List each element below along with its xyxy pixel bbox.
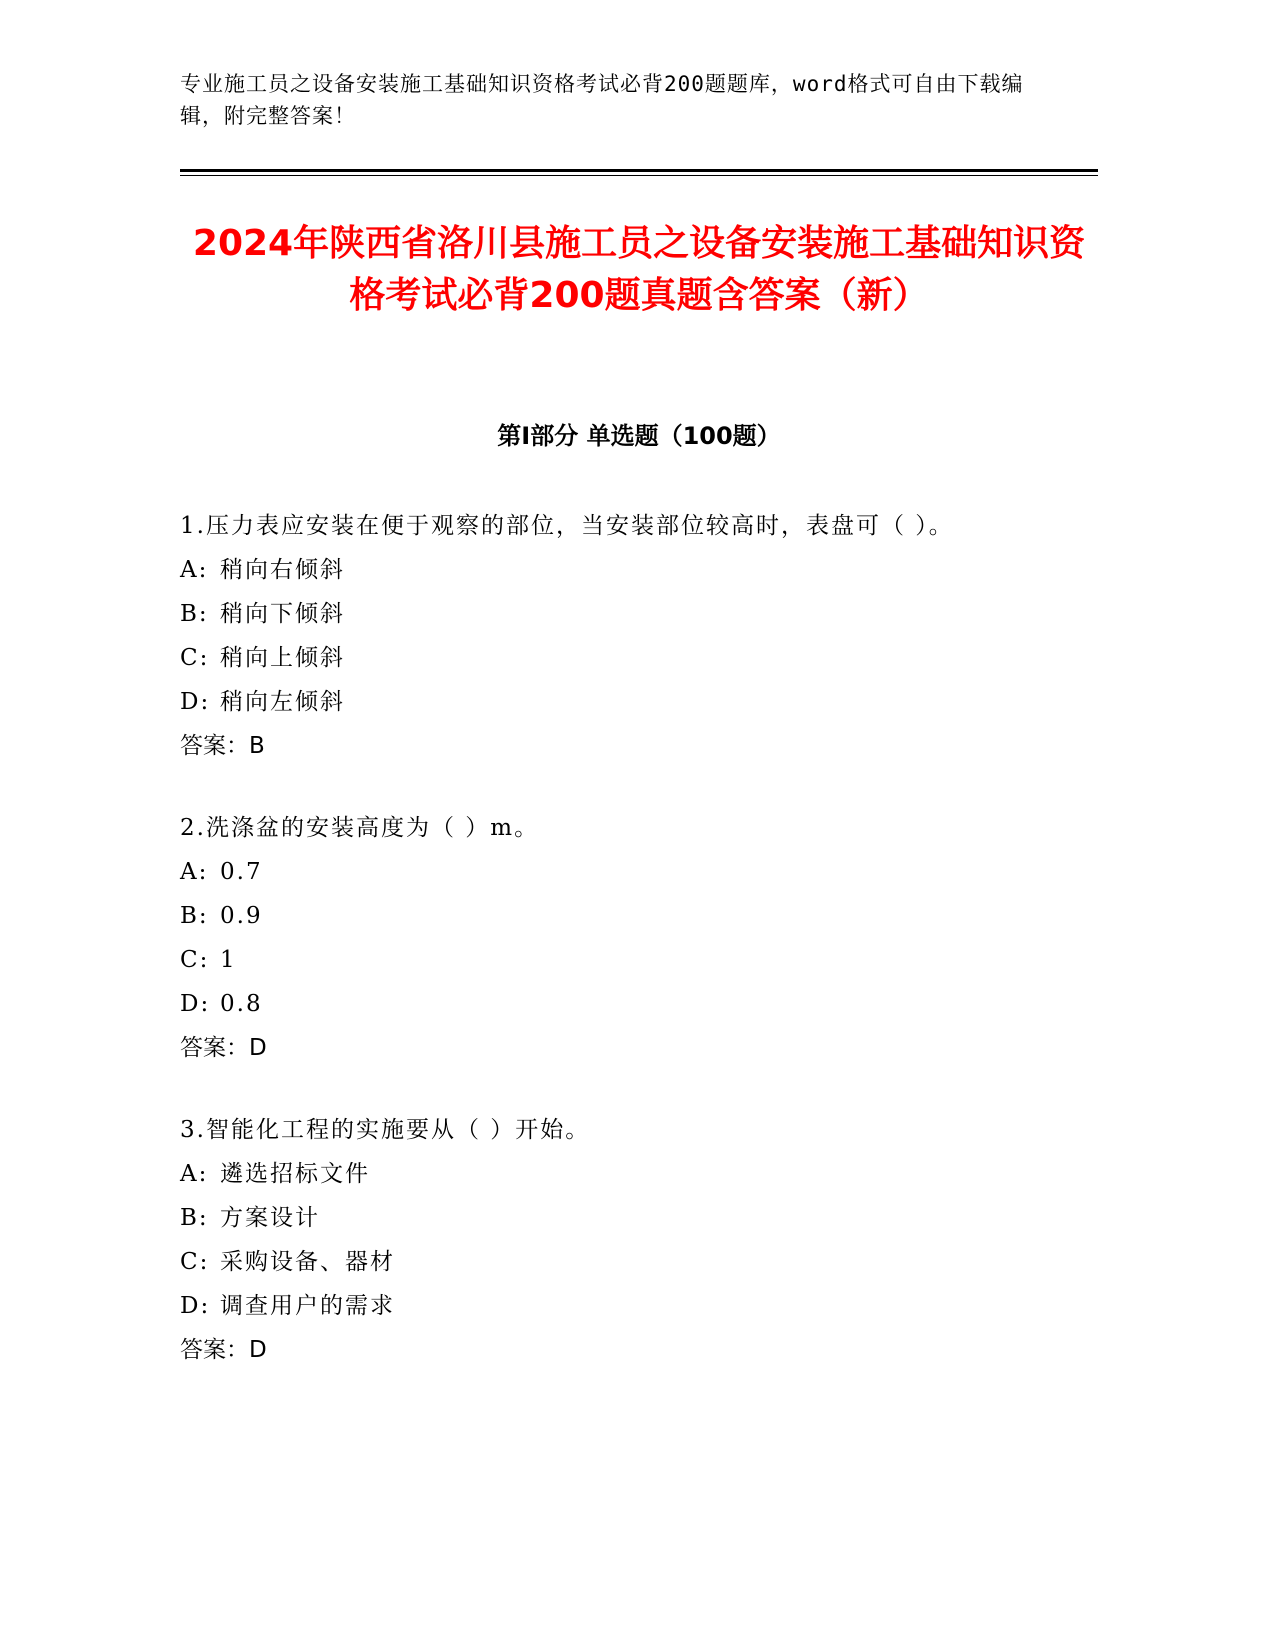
option-key: B: (180, 601, 209, 627)
header-rule-thin (180, 175, 1098, 176)
question-option (180, 938, 1098, 982)
option-key: B: (180, 903, 209, 929)
option-text: 0.8 (220, 991, 263, 1017)
question-item (180, 806, 1098, 1070)
question-item (180, 1108, 1098, 1372)
option-text: 稍向下倾斜 (220, 601, 345, 627)
document-title: 2024年陕西省洛川县施工员之设备安装施工基础知识资格考试必背200题真题含答案（新） (192, 223, 1086, 316)
question-option (180, 982, 1098, 1026)
question-item (180, 504, 1098, 768)
header-rule-thick (180, 169, 1098, 172)
option-key: A: (180, 557, 209, 583)
question-answer: 答案：B (180, 733, 265, 759)
question-option (180, 592, 1098, 636)
question-answer: 答案：D (180, 1337, 267, 1363)
question-option (180, 1284, 1098, 1328)
option-key: A: (180, 1161, 209, 1187)
option-text: 采购设备、器材 (220, 1249, 395, 1275)
question-option (180, 850, 1098, 894)
option-text: 遴选招标文件 (220, 1161, 370, 1187)
question-stem: 3.智能化工程的实施要从（ ）开始。 (180, 1117, 591, 1143)
option-key: D: (180, 689, 211, 715)
option-text: 1 (220, 947, 237, 973)
option-text: 稍向左倾斜 (220, 689, 345, 715)
option-text: 稍向上倾斜 (220, 645, 345, 671)
question-option (180, 680, 1098, 724)
question-option (180, 1196, 1098, 1240)
question-answer: 答案：D (180, 1035, 267, 1061)
question-option (180, 894, 1098, 938)
option-key: D: (180, 991, 211, 1017)
question-option (180, 1240, 1098, 1284)
question-option (180, 636, 1098, 680)
question-stem: 1.压力表应安装在便于观察的部位，当安装部位较高时，表盘可（ ）。 (180, 513, 954, 539)
option-text: 稍向右倾斜 (220, 557, 345, 583)
question-list (180, 504, 1098, 1410)
header-note: 专业施工员之设备安装施工基础知识资格考试必背200题题库，word格式可自由下载编辑，附完整答案！ (180, 72, 1024, 128)
option-text: 0.9 (220, 903, 263, 929)
section-heading: 第I部分 单选题（100题） (497, 422, 781, 450)
option-key: C: (180, 1249, 210, 1275)
option-text: 方案设计 (220, 1205, 320, 1231)
option-text: 0.7 (220, 859, 263, 885)
option-key: B: (180, 1205, 209, 1231)
question-stem: 2.洗涤盆的安装高度为（ ）m。 (180, 815, 540, 841)
question-option (180, 548, 1098, 592)
question-option (180, 1152, 1098, 1196)
option-key: C: (180, 947, 210, 973)
option-key: C: (180, 645, 210, 671)
option-key: D: (180, 1293, 211, 1319)
option-text: 调查用户的需求 (220, 1293, 395, 1319)
option-key: A: (180, 859, 209, 885)
